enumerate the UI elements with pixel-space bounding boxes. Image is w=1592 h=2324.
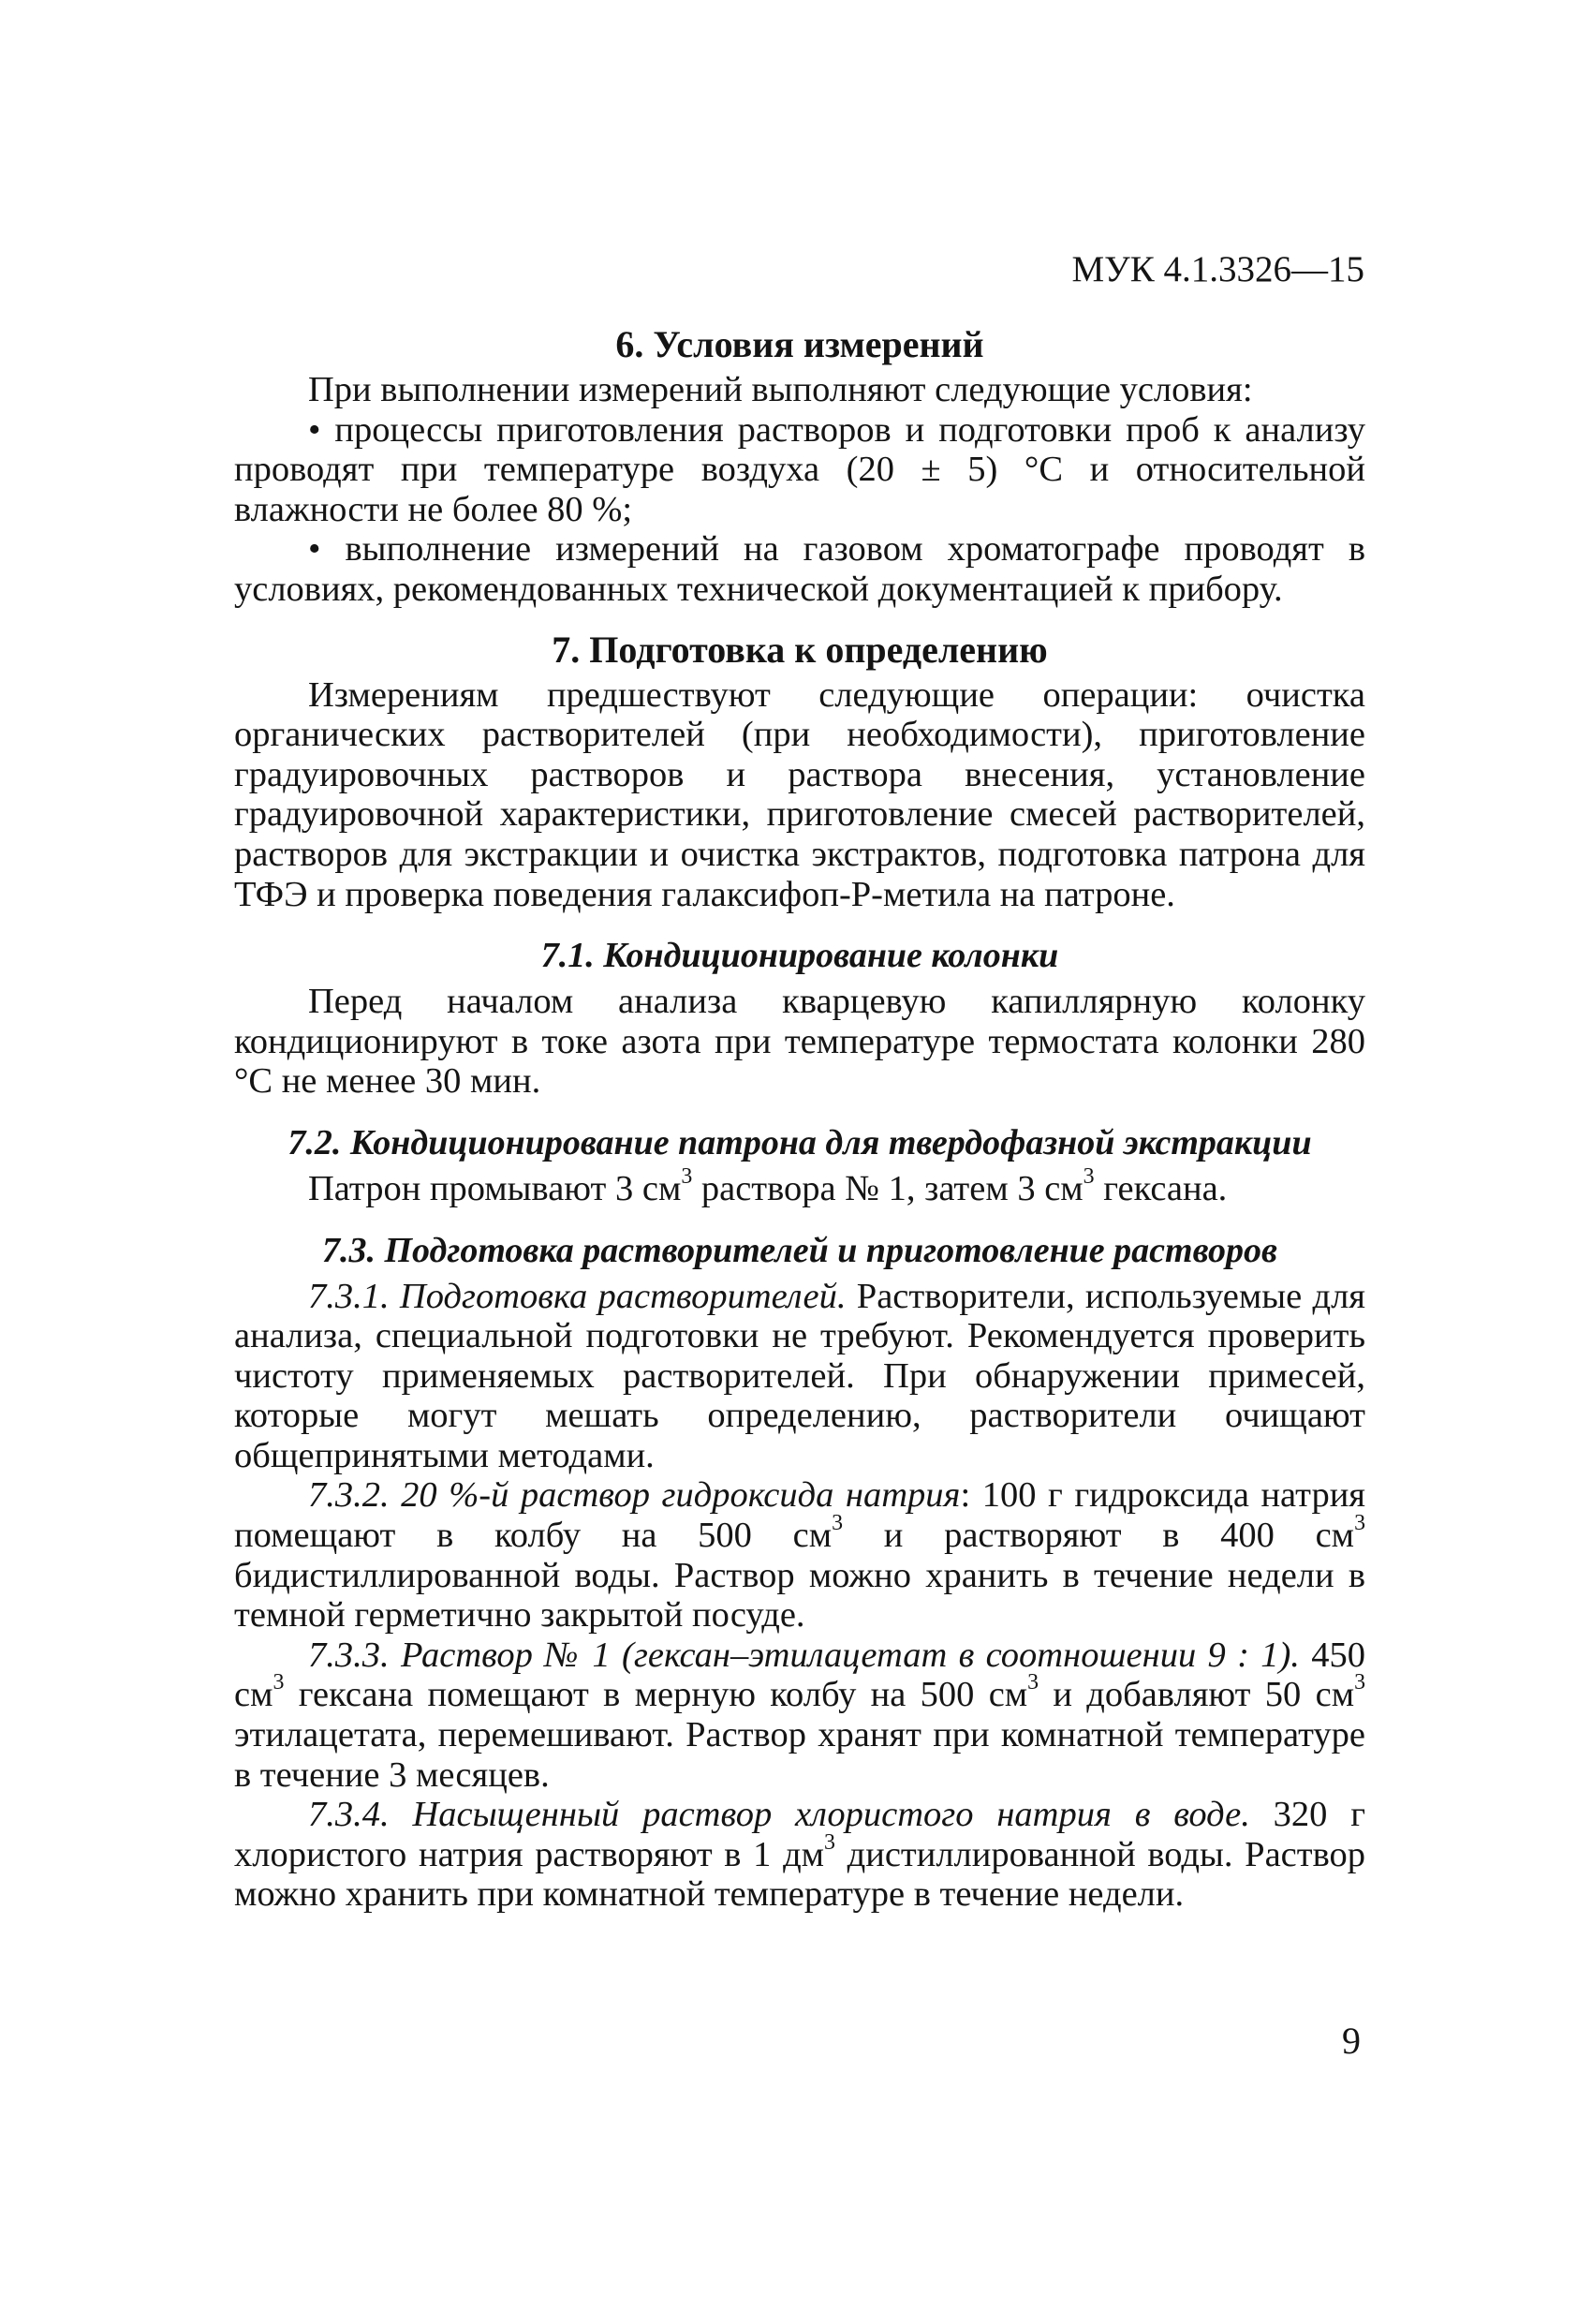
paragraph-heading: 7.3.4. Насыщенный раствор хлористого натрия в воде.	[308, 1795, 1250, 1835]
subsection-7-1-title: 7.1. Кондиционирование колонки	[540, 936, 1059, 976]
text-run: и растворяют в 400 см	[843, 1516, 1355, 1556]
document-code: МУК 4.1.3326—15	[1071, 249, 1364, 289]
paragraph-heading: 7.3.2. 20 %-й раствор гидроксида натрия	[308, 1475, 961, 1516]
text-run: Растворители, используемые для анализа, специальной подготовки не требуют. Рекомендуется проверить чистоту применяемых растворителей. При обнаружении примесей, которые могут мешать определению, растворители очищают общепринятыми методами.	[234, 1276, 1365, 1475]
superscript: 3	[824, 1829, 835, 1855]
section-6-bullet-1: • процессы приготовления растворов и подготовки проб к анализу проводят при температуре воздуха (20 ± 5) °С и относительной влажности не более 80 %;	[234, 409, 1365, 529]
section-7-intro: Измерениям предшествуют следующие операции: очистка органических растворителей (при необходимости), приготовление градуировочных растворов и раствора внесения, установление градуировочной характеристики, приготовление смесей растворителей, растворов для экстракции и очистка экстрактов, подготовка патрона для ТФЭ и проверка поведения галаксифоп-Р-метила на патроне.	[234, 674, 1365, 914]
subsection-7-2-title: 7.2. Кондиционирование патрона для твердофазной экстракции	[287, 1122, 1312, 1162]
subsection-7-2-text	[234, 1164, 1365, 1209]
text-run: дистиллированной воды. Раствор можно хранить при комнатной температуре в течение недели.	[234, 1834, 1365, 1915]
subsection-7-3-title: 7.3. Подготовка растворителей и приготовление растворов	[321, 1230, 1278, 1270]
superscript: 3	[1354, 1511, 1365, 1536]
paragraph-heading: 7.3.3. Раствор № 1 (гексан–этилацетат в соотношении 9 : 1).	[308, 1635, 1300, 1675]
text-run: раствора № 1, затем 3 см	[692, 1168, 1083, 1208]
text-run: и добавляют 50 см	[1039, 1675, 1355, 1715]
paragraph-7-3-3	[234, 1636, 1365, 1795]
paragraph-7-3-2	[234, 1475, 1365, 1635]
paragraph-heading: 7.3.1. Подготовка растворителей.	[308, 1276, 847, 1316]
superscript: 3	[681, 1164, 693, 1190]
text-run: : 100 г гидроксида натрия помещают в колбу на 500 см	[234, 1475, 1366, 1556]
text-run: 450 см	[234, 1635, 1365, 1715]
text-run: этилацетата, перемешивают. Раствор хранят при комнатной температуре в течение 3 месяцев.	[234, 1715, 1365, 1795]
page-content	[234, 323, 1365, 1915]
superscript: 3	[832, 1511, 844, 1536]
page-number: 9	[1342, 2020, 1361, 2062]
text-run: бидистиллированной воды. Раствор можно хранить в течение недели в темной герметично закрытой посуде.	[234, 1555, 1365, 1636]
superscript: 3	[273, 1670, 285, 1695]
text-run: Патрон промывают 3 см	[308, 1168, 682, 1208]
text-run: гексана помещают в мерную колбу на 500 см	[284, 1675, 1028, 1715]
paragraph-7-3-4	[234, 1795, 1365, 1915]
paragraph-7-3-1	[234, 1277, 1365, 1476]
superscript: 3	[1027, 1670, 1039, 1695]
section-6-bullet-2: • выполнение измерений на газовом хроматографе проводят в условиях, рекомендованных технической документацией к прибору.	[234, 529, 1365, 609]
text-run: 320 г хлористого натрия растворяют в 1 дм	[234, 1795, 1365, 1874]
superscript: 3	[1083, 1164, 1095, 1190]
subsection-7-1-text: Перед началом анализа кварцевую капиллярную колонку кондиционируют в токе азота при температуре термостата колонки 280 °С не менее 30 мин.	[234, 982, 1365, 1102]
superscript: 3	[1354, 1670, 1365, 1695]
section-7-title: 7. Подготовка к определению	[552, 628, 1048, 671]
text-run: гексана.	[1094, 1168, 1228, 1208]
section-6-title: 6. Условия измерений	[615, 323, 984, 365]
section-6-intro: При выполнении измерений выполняют следующие условия:	[308, 370, 1253, 409]
